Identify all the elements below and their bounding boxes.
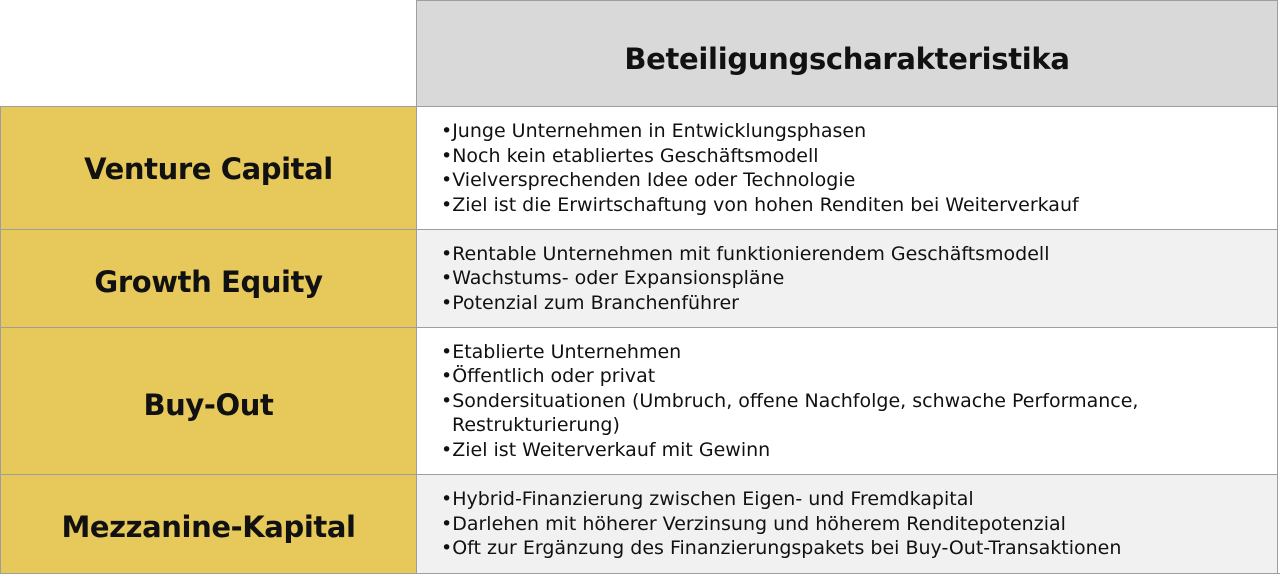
bullet-item: •Potenzial zum Branchenführer: [441, 291, 739, 314]
row-label-cell: [0, 474, 416, 573]
bullet-item: •Sondersituationen (Umbruch, offene Nachfolge, schwache Performance,: [441, 389, 1139, 412]
table-bottom-border: [0, 573, 1280, 574]
row-description-cell: [416, 474, 1278, 573]
table-header-title: Beteiligungscharakteristika: [624, 41, 1070, 76]
bullet-item: •Noch kein etabliertes Geschäftsmodell: [441, 144, 819, 167]
row-description-cell: [416, 106, 1278, 229]
bullet-list: [441, 340, 1138, 463]
bullet-item: •Öffentlich oder privat: [441, 365, 656, 388]
row-label: Venture Capital: [84, 152, 333, 186]
header-cell: [416, 0, 1278, 106]
table-row-growth-equity: [0, 229, 1280, 327]
row-label: Buy-Out: [143, 388, 274, 422]
row-label: Growth Equity: [94, 264, 323, 299]
bullet-item: •Junge Unternehmen in Entwicklungsphasen: [441, 120, 867, 142]
row-label-cell: [0, 229, 416, 327]
table-row-buy-out: [0, 327, 1280, 474]
bullet-item: •Ziel ist die Erwirtschaftung von hohen Renditen bei Weiterverkauf: [441, 193, 1079, 216]
bullet-item: •Darlehen mit höherer Verzinsung und höherem Renditepotenzial: [441, 512, 1066, 535]
bullet-item: •Etablierte Unternehmen: [441, 340, 682, 363]
bullet-item: •Ziel ist Weiterverkauf mit Gewinn: [441, 438, 771, 461]
bullet-list: [441, 242, 1050, 316]
bullet-item-continuation: Restrukturierung): [452, 414, 620, 437]
bullet-list: [441, 487, 1121, 561]
empty-corner-cell: [0, 0, 416, 106]
row-label-cell: [0, 327, 416, 474]
bullet-item: •Rentable Unternehmen mit funktionierendem Geschäftsmodell: [441, 242, 1050, 265]
bullet-item: •Vielversprechenden Idee oder Technologie: [441, 169, 856, 191]
bullet-list: [441, 119, 1079, 217]
table-row-mezzanine-kapital: [0, 474, 1280, 573]
bullet-item: •Oft zur Ergänzung des Finanzierungspakets bei Buy-Out-Transaktionen: [441, 537, 1122, 560]
row-description-cell: [416, 327, 1278, 474]
bullet-item: •Hybrid-Finanzierung zwischen Eigen- und Fremdkapital: [441, 488, 974, 511]
row-label-cell: [0, 106, 416, 229]
bullet-item: •Wachstums- oder Expansionspläne: [441, 267, 785, 290]
row-label: Mezzanine-Kapital: [61, 510, 356, 544]
row-description-cell: [416, 229, 1278, 327]
table-row-venture-capital: [0, 106, 1280, 229]
